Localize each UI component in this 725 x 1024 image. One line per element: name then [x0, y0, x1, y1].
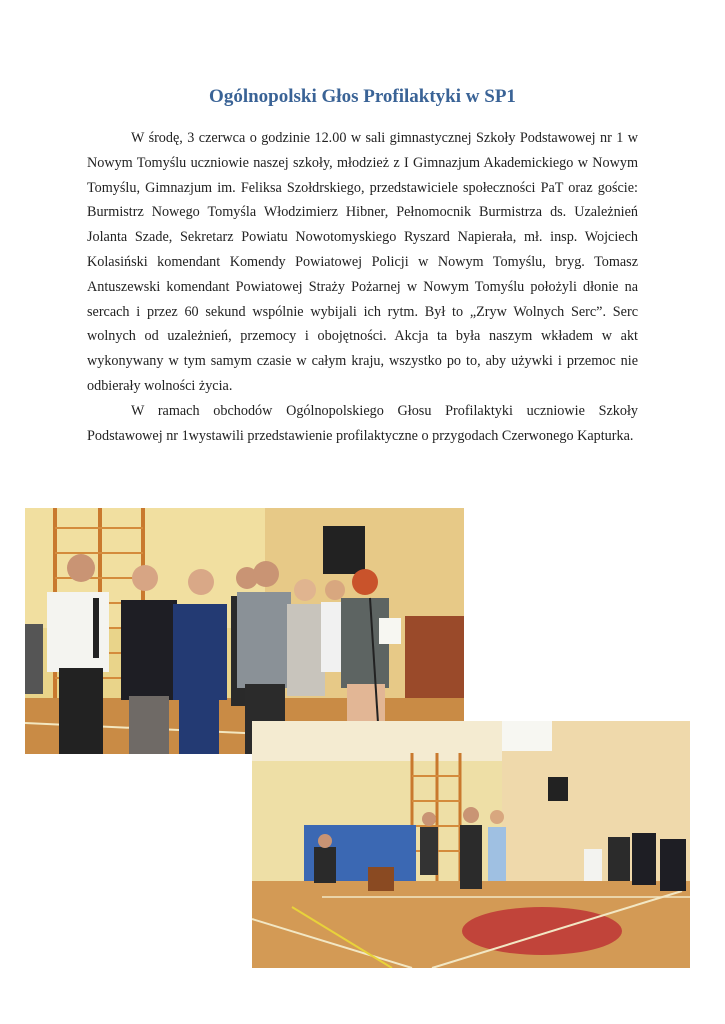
paragraph-1: W środę, 3 czerwca o godzinie 12.00 w sali gimnastycznej Szkoły Podstawowej nr 1 w Nowym Tomyślu uczniowie naszej szkoły, młodzież z I Gimnazjum Akademickiego w Nowym Tomyślu, Gimnazjum im. Feliksa Szołdrskiego, przedstawiciele społeczności PaT oraz goście: Burmistrz Nowego Tomyśla Włodzimierz Hibner, Pełnomocnik Burmistrza ds. Uzależnień Jolanta Szade, Sekretarz Powiatu Nowotomyskiego Ryszard Napierała, mł. insp. Wojciech Kolasiński komendant Komendy Powiatowej Policji w Nowym Tomyślu, bryg. Tomasz Antuszewski komendant Powiatowej Straży Pożarnej w Nowym Tomyślu położyli dłonie na sercach i przez 60 sekund wspólnie wybijali ich rytm. Był to „Zryw Wolnych Serc”. Serc wolnych od uzależnień, przemocy i obojętności. Akcja ta była naszym wkładem w akt wykonywany w tym samym czasie w całym kraju, wszystko po to, aby używki i przemoc nie odbierały wolności życia.: [87, 130, 638, 394]
page-title: Ogólnopolski Głos Profilaktyki w SP1: [209, 86, 516, 107]
photo-guests-ceremony: [25, 508, 464, 754]
article-body: [87, 126, 638, 448]
paragraph-2: W ramach obchodów Ogólnopolskiego Głosu Profilaktyki uczniowie Szkoły Podstawowej nr 1wystawili przedstawienie profilaktyczne o przygodach Czerwonego Kapturka.: [87, 402, 638, 444]
photo-performance: [252, 721, 690, 968]
